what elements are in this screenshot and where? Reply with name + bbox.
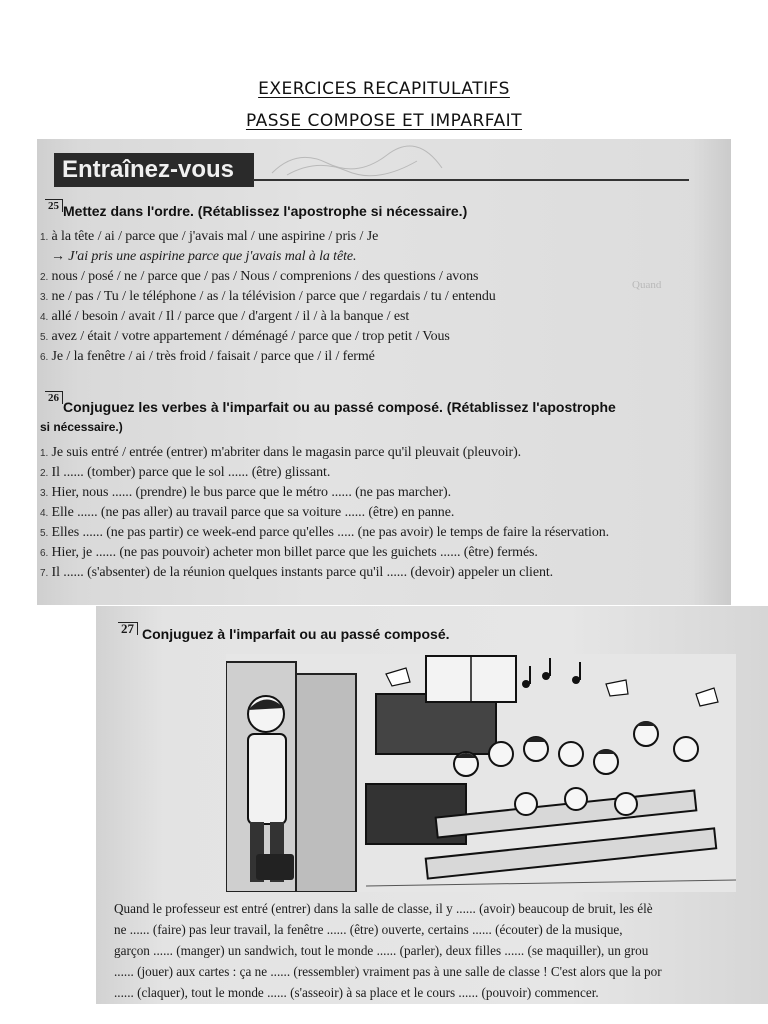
paragraph-line: ...... (claquer), tout le monde ...... (s'asseoir) à sa place et le cours ...... (pouvoir) commencer. — [114, 985, 599, 1000]
exercise-line: 5. avez / était / votre appartement / déménagé / parce que / trop petit / Vous — [40, 329, 450, 344]
exercise-line: 6. Hier, je ...... (ne pas pouvoir) acheter mon billet parce que les guichets ...... (être) fermés. — [40, 545, 538, 560]
section-banner: Entraînez-vous — [54, 153, 254, 187]
exercise-heading: Mettez dans l'ordre. (Rétablissez l'apostrophe si nécessaire.) — [63, 203, 468, 219]
exercise-line: 2. nous / posé / ne / parce que / pas / Nous / comprenions / des questions / avons — [40, 269, 479, 284]
exercise-heading: Conjuguez les verbes à l'imparfait ou au passé composé. (Rétablissez l'apostrophe — [63, 399, 616, 415]
paragraph-line: Quand le professeur est entré (entrer) dans la salle de classe, il y ...... (avoir) beaucoup de bruit, les élè — [114, 901, 653, 916]
exercise-number: 27 — [118, 622, 138, 635]
exercise-number: 26 — [45, 391, 63, 404]
exercise-line: 4. allé / besoin / avait / Il / parce que / d'argent / il / à la banque / est — [40, 309, 410, 324]
paragraph-line: garçon ...... (manger) un sandwich, tout le monde ...... (parler), deux filles ...... (se maquiller), un grou — [114, 943, 649, 958]
scanned-page-bottom — [96, 606, 768, 1004]
banner-rule — [253, 179, 689, 181]
exercise-number: 25 — [45, 199, 63, 212]
exercise-heading-continued: si nécessaire.) — [40, 420, 123, 434]
exercise-paragraph — [114, 898, 754, 1003]
page-shadow — [691, 139, 731, 605]
exercise-line: 6. Je / la fenêtre / ai / très froid / faisait / parce que / il / fermé — [40, 349, 375, 364]
banner-sketch-image — [267, 143, 447, 177]
exercise-line: 1. Je suis entré / entrée (entrer) m'abriter dans le magasin parce qu'il pleuvait (pleuvoir). — [40, 445, 522, 460]
scanned-page-top — [37, 139, 731, 605]
exercise-line: 3. Hier, nous ...... (prendre) le bus parce que le métro ...... (ne pas marcher). — [40, 485, 451, 500]
example-answer: → J'ai pris une aspirine parce que j'avais mal à la tête. — [51, 249, 357, 264]
exercise-line: 5. Elles ...... (ne pas partir) ce week-end parce qu'elles ..... (ne pas avoir) le temps de faire la réservation. — [40, 525, 610, 540]
paragraph-line: ne ...... (faire) pas leur travail, la fenêtre ...... (être) ouverte, certains ...... (écouter) de la musique, — [114, 922, 623, 937]
exercise-line: 4. Elle ...... (ne pas aller) au travail parce que sa voiture ...... (être) en panne. — [40, 505, 455, 520]
document-title: EXERCICES RECAPITULATIFS — [258, 79, 510, 99]
exercise-heading: Conjuguez à l'imparfait ou au passé composé. — [142, 626, 450, 642]
exercise-line: 1. à la tête / ai / parce que / j'avais mal / une aspirine / pris / Je — [40, 229, 379, 244]
exercise-line: 2. Il ...... (tomber) parce que le sol ...... (être) glissant. — [40, 465, 331, 480]
bleed-through-text: Quand — [632, 279, 662, 291]
document-subtitle: PASSE COMPOSE ET IMPARFAIT — [245, 111, 523, 131]
paragraph-line: ...... (jouer) aux cartes : ça ne ...... (ressembler) vraiment pas à une salle de classe ! C'est alors que la por — [114, 964, 662, 979]
exercise-line: 3. ne / pas / Tu / le téléphone / as / la télévision / parce que / regardais / tu / entendu — [40, 289, 496, 304]
classroom-illustration — [226, 654, 736, 892]
exercise-line: 7. Il ...... (s'absenter) de la réunion quelques instants parce qu'il ...... (devoir) appeler un client. — [40, 565, 554, 580]
